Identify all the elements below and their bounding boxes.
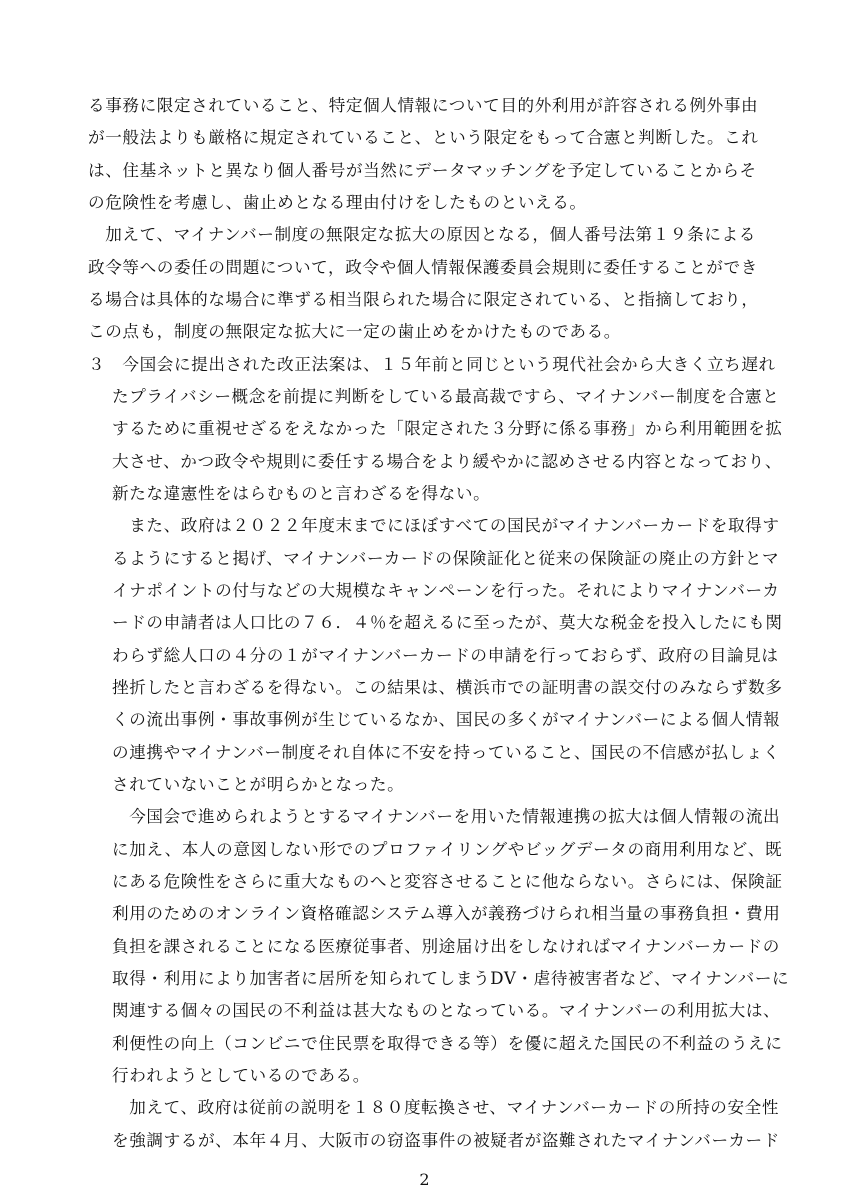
page-number: 2 [419,1170,430,1189]
text-line: されていないことが明らかとなった。 [112,775,405,794]
text-line: 取得・利用により加害者に居所を知られてしまうDV・虐待被害者など、マイナンバーに [112,969,790,988]
text-line: イナポイントの付与などの大規模なキャンペーンを行った。それによりマイナンバーカ [112,581,780,600]
text-line: するために重視せざるをえなかった「限定された３分野に係る事務」から利用範囲を拡 [112,419,783,438]
text-line: 負担を課されることになる医療従事者、別途届け出をしなければマイナンバーカードの [112,937,780,956]
text-line: 政令等への委任の問題について，政令や個人情報保護委員会規則に委任することができ [88,258,758,277]
text-line: 行われようとしているのである。 [112,1066,370,1085]
text-line: くの流出事例・事故事例が生じているなか、国民の多くがマイナンバーによる個人情報 [112,710,781,729]
text-line: が一般法よりも厳格に規定されていること、という限定をもって合憲と判断した。これ [88,128,759,147]
text-line: るようにすると掲げ、マイナンバーカードの保険証化と従来の保険証の廃止の方針とマ [112,549,780,568]
text-line: 利用のためのオンライン資格確認システム導入が義務づけられ相当量の事務負担・費用 [112,904,781,923]
text-line: わらず総人口の４分の１がマイナンバーカードの申請を行っておらず、政府の目論見は [112,646,779,665]
text-line: る場合は具体的な場合に準ずる相当限られた場合に限定されている、と指摘しており， [88,290,759,309]
text-line: る事務に限定されていること、特定個人情報について目的外利用が許容される例外事由 [88,96,759,115]
text-line: の連携やマイナンバー制度それ自体に不安を持っていること、国民の不信感が払しょく [112,743,781,762]
text-line: 関連する個々の国民の不利益は甚大なものとなっている。マイナンバーの利用拡大は、 [112,1001,781,1020]
text-line: 加えて、政府は従前の説明を１８０度転換させ、マイナンバーカードの所持の安全性 [112,1098,780,1117]
text-line: ードの申請者は人口比の７６．４％を超えるに至ったが、莫大な税金を投入したにも関 [112,613,783,632]
text-line: は、住基ネットと異なり個人番号が当然にデータマッチングを予定していることからそ [88,161,757,180]
text-line: この点も，制度の無限定な拡大に一定の歯止めをかけたものである。 [88,322,622,341]
text-line: の危険性を考慮し、歯止めとなる理由付けをしたものといえる。 [88,193,587,212]
text-line: 今国会で進められようとするマイナンバーを用いた情報連携の拡大は個人情報の流出 [112,807,781,826]
text-line: 大させ、かつ政令や規則に委任する場合をより緩やかに認めさせる内容となっており、 [112,452,783,471]
text-line: を強調するが、本年４月、大阪市の窃盗事件の被疑者が盗難されたマイナンバーカード [112,1131,780,1150]
text-line: 新たな違憲性をはらむものと言わざるを得ない。 [112,484,491,503]
text-line: 加えて、マイナンバー制度の無限定な拡大の原因となる，個人番号法第１９条による [88,225,756,244]
text-line: 挫折したと言わざるを得ない。この結果は、横浜市での証明書の誤交付のみならず数多 [112,678,783,697]
section-3-heading-line: ３ 今国会に提出された改正法案は、１５年前と同じという現代社会から大きく立ち遅れ [88,355,776,374]
text-line: たプライバシー概念を前提に判断をしている最高裁ですら、マイナンバー制度を合憲と [112,387,780,406]
text-line: に加え、本人の意図しない形でのプロファイリングやビッグデータの商用利用など、既 [112,840,783,859]
text-line: にある危険性をさらに重大なものへと変容させることに他ならない。さらには、保険証 [112,872,783,891]
text-line: 利便性の向上（コンビニで住民票を取得できる等）を優に超えた国民の不利益のうえに [112,1034,783,1053]
text-line: また、政府は２０２２年度末までにほぼすべての国民がマイナンバーカードを取得す [112,516,780,535]
